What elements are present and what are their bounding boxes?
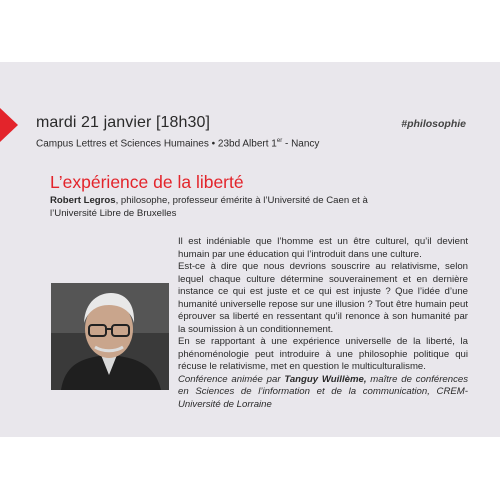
credit-prefix: Conférence animée par [178,373,285,385]
event-date: mardi 21 janvier [18h30] [36,114,211,131]
moderator-name: Tanguy Wuillème, [284,373,367,385]
credit-suffix: maître de conférences en Sciences de l’information et de la communication, CREM-Université de Lorraine [178,373,468,410]
event-hashtag: #philosophie [401,118,466,130]
red-arrow-marker [0,108,18,142]
speaker-description: , philosophe, professeur émérite à l’Université de Caen et à l’Université Libre de Bruxelles [50,195,368,219]
location-city: - Nancy [282,138,320,150]
description-paragraph-3: En se rapportant à une expérience universelle de la liberté, la phénoménologie peut introduire à une philosophie politique qui récuse le relativisme, met en question le multiculturalisme. [178,336,468,372]
portrait-illustration [51,283,169,390]
location-main: Campus Lettres et Sciences Humaines • 23bd Albert 1 [36,138,277,150]
speaker-name: Robert Legros [50,195,116,206]
description-paragraph-1: Il est indéniable que l’homme est un être culturel, qu’il devient humain par une éducation qui l’introduit dans une culture. [178,236,468,260]
description-paragraph-2: Est-ce à dire que nous devrions souscrire au relativisme, selon lequel chaque culture détermine souverainement et en dernière instance ce qui est juste et ce qui est injuste ? Que l’idée d’une humanité universelle repose sur une illusion ? Tout être humain peut éprouver sa liberté en ressentant qu’il renonce à son humanité par la soumission à un conditionnement. [178,261,468,335]
event-title: L’expérience de la liberté [50,172,244,192]
speaker-info [50,195,380,220]
location-superscript: er [276,138,283,144]
moderator-credit [178,374,468,412]
event-description [178,236,468,411]
event-location [36,138,319,149]
speaker-photo [51,283,169,390]
